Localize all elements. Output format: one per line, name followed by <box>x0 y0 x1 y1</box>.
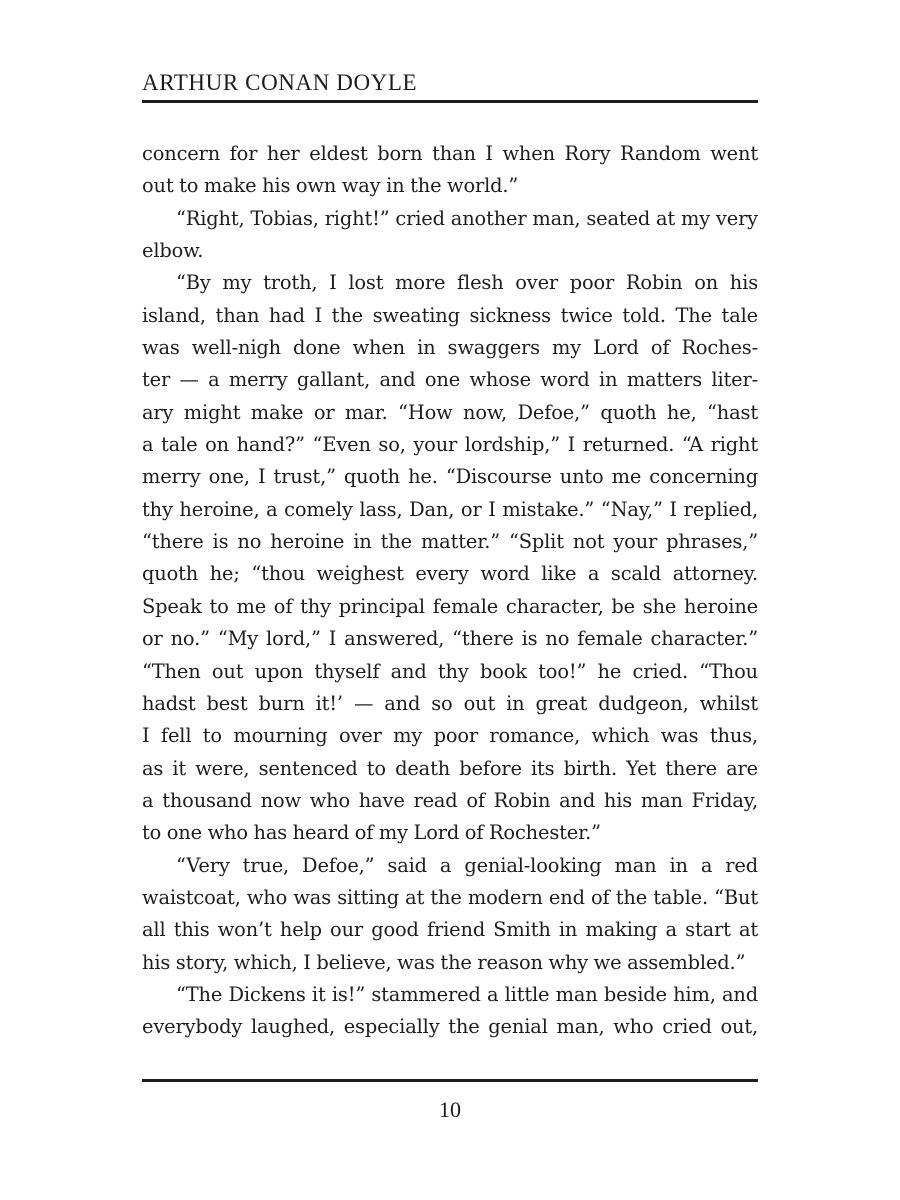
text-line: island, than had I the sweating sickness twice told. The tale <box>142 303 758 327</box>
text-line: to one who has heard of my Lord of Rochester.” <box>142 821 601 845</box>
text-line: out to make his own way in the world.” <box>142 174 519 198</box>
text-line: all this won’t help our good friend Smith in making a start at <box>142 918 758 942</box>
text-line: hadst best burn it!’ — and so out in great dudgeon, whilst <box>142 691 758 715</box>
text-line: I fell to mourning over my poor romance, which was thus, <box>142 724 758 748</box>
text-line: Speak to me of thy principal female character, be she heroine <box>142 594 758 618</box>
text-line: “Then out upon thyself and thy book too!” he cried. “Thou <box>142 659 758 683</box>
footer-rule <box>142 1079 758 1082</box>
text-line: a thousand now who have read of Robin and his man Friday, <box>142 788 758 812</box>
body-text <box>142 138 758 1044</box>
text-line: “there is no heroine in the matter.” “Split not your phrases,” <box>142 530 758 554</box>
text-line: quoth he; “thou weighest every word like a scald attorney. <box>142 562 758 586</box>
text-line: or no.” “My lord,” I answered, “there is no female character.” <box>142 627 758 651</box>
text-line: everybody laughed, especially the genial man, who cried out, <box>142 1015 758 1039</box>
text-line: concern for her eldest born than I when Rory Random went <box>142 142 758 165</box>
text-line: “The Dickens it is!” stammered a little man beside him, and <box>176 982 758 1006</box>
page-number: 10 <box>439 1097 461 1122</box>
text-line: was well-nigh done when in swaggers my Lord of Roches- <box>142 336 758 360</box>
text-line: ary might make or mar. “How now, Defoe,” quoth he, “hast <box>142 400 758 424</box>
text-line: “Right, Tobias, right!” cried another man, seated at my very <box>176 206 758 230</box>
text-line: merry one, I trust,” quoth he. “Discourse unto me concerning <box>142 465 758 489</box>
text-line: as it were, sentenced to death before its birth. Yet there are <box>142 756 758 780</box>
text-line: elbow. <box>142 239 204 263</box>
text-line: a tale on hand?” “Even so, your lordship,” I returned. “A right <box>142 433 758 457</box>
text-line: “By my troth, I lost more flesh over poor Robin on his <box>176 271 758 295</box>
header-rule <box>142 100 758 103</box>
text-line: thy heroine, a comely lass, Dan, or I mistake.” “Nay,” I replied, <box>142 497 758 521</box>
text-line: “Very true, Defoe,” said a genial-looking man in a red <box>176 853 758 877</box>
text-line: ter — a merry gallant, and one whose word in matters liter- <box>142 368 758 392</box>
text-line: his story, which, I believe, was the reason why we assembled.” <box>142 950 746 974</box>
running-header-author: ARTHUR CONAN DOYLE <box>142 70 418 95</box>
text-line: waistcoat, who was sitting at the modern end of the table. “But <box>142 885 758 909</box>
